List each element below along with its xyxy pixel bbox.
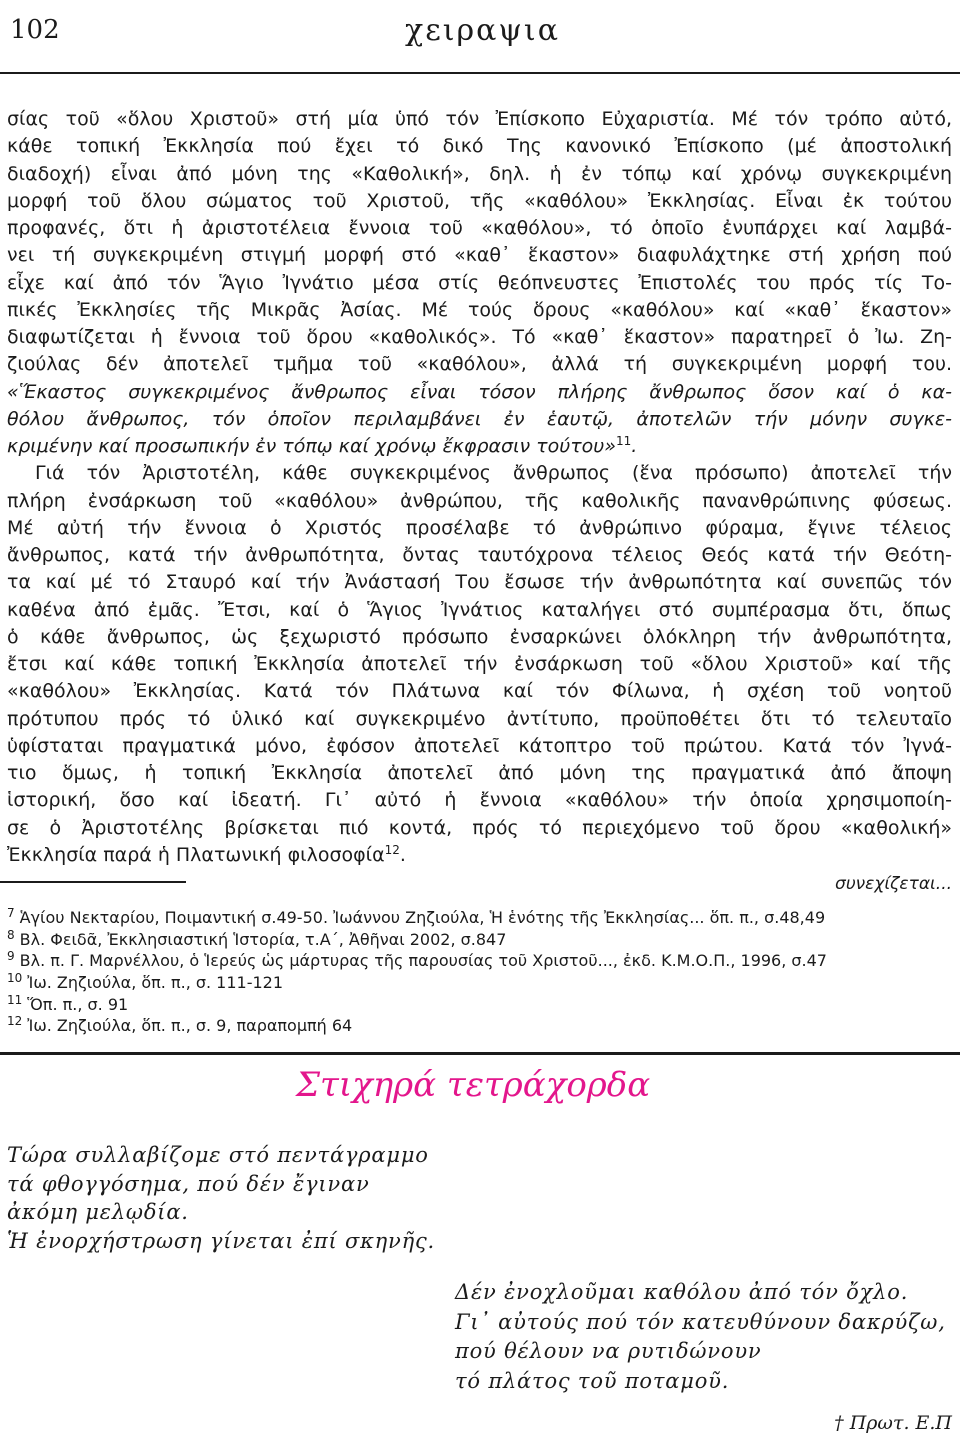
footnote-text: Ὅπ. π., σ. 91	[27, 994, 129, 1014]
body-line	[7, 842, 952, 869]
body-line: ὑφίσταται πραγματικά μόνο, ἐφόσον ἀποτελεῖ κάτοπτρο τοῦ πρώτου. Κατά τόν Ἰγνά-	[7, 734, 952, 757]
footnote-number: 11	[7, 992, 23, 1007]
poem-stanza-1	[7, 1141, 435, 1256]
footnote	[7, 907, 952, 929]
body-line: κάθε τοπική Ἐκκλησία πού ἔχει τό δικό Της κανονικό Ἐπίσκοπο (μέ ἀποστολική	[7, 135, 952, 158]
footnote-text: Βλ. Φειδᾶ, Ἐκκλησιαστική Ἱστορία, τ.Α΄, Ἀθῆναι 2002, σ.847	[19, 929, 507, 949]
verse-line: τά φθογγόσημα, πού δέν ἔγιναν	[7, 1171, 370, 1196]
body-line: διαφωτίζεται ἡ ἔννοια τοῦ ὅρου «καθολικός». Τό «καθ᾽ ἕκαστον» παρατηρεῖ ὁ Ἰω. Ζη-	[7, 326, 952, 348]
line-tail: .	[631, 435, 638, 457]
body-line: διαδοχή) εἶναι ἀπό μόνη της «Καθολική», δηλ. ἡ ἐν τόπῳ καί χρόνῳ συγκεκριμένη	[7, 162, 952, 185]
verse-line: Τώρα συλλαβίζομε στό πεντάγραμμο	[7, 1143, 429, 1167]
verse-line: Γι᾽ αὐτούς πού τόν κατευθύνουν δακρύζω,	[455, 1309, 946, 1334]
quote-text: κριμένην καί προσωπικήν ἐν τόπῳ καί χρόνῳ ἔκφρασιν τούτου»	[7, 435, 616, 457]
footnote-number: 7	[7, 906, 15, 920]
verse-line: πού θέλουν να ρυτιδώνουν	[455, 1339, 762, 1364]
body-line: πλήρη ἐνσάρκωση τοῦ «καθόλου» ἀνθρώπου, τῆς καθολικῆς πανανθρώπινης φύσεως.	[7, 489, 952, 512]
body-line: Γιά τόν Ἀριστοτέλη, κάθε συγκεκριμένος ἄνθρωπος (ἕνα πρόσωπο) ἀποτελεῖ τήν	[35, 462, 952, 485]
body-line: εἶχε καί ἀπό τόν Ἅγιο Ἰγνάτιο μέσα στίς θεόπνευστες Ἐπιστολές του πρός τίς Το-	[7, 271, 952, 294]
body-line: πικές Ἐκκλησίες τῆς Μικρᾶς Ἀσίας. Μέ τούς ὅρους «καθόλου» καί «καθ᾽ ἕκαστον»	[7, 298, 952, 321]
section-divider	[0, 1052, 960, 1055]
article-body	[7, 106, 952, 869]
footnote-text: Ἰω. Ζηζιούλα, ὅπ. π., σ. 9, παραπομπή 64	[27, 1016, 353, 1036]
verse-line: ἀκόμη μελῳδία.	[7, 1200, 189, 1225]
poem-title: Στιχηρά τετράχορδα	[296, 1065, 651, 1105]
body-line: νει τή συγκεκριμένη στιγμή μορφή στό «καθ᾽ ἕκαστον» διαφυλάχτηκε στή χρήση πού	[7, 244, 952, 267]
page-number: 102	[10, 15, 60, 45]
footnote-text: Βλ. π. Γ. Μαρνέλλου, ὁ Ἱερεύς ὡς μάρτυρας τῆς παρουσίας τοῦ Χριστοῦ..., ἐκδ. Κ.Μ.Ο.Π., 1996, σ.47	[19, 951, 827, 971]
body-line: ἱστορική, ὅσο καί ἰδεατή. Γι᾽ αὐτό ἡ ἔννοια «καθόλου» τήν ὁποία χρησιμοποίη-	[7, 789, 952, 812]
quote-line: θόλου ἄνθρωπος, τόν ὁποῖον περιλαμβάνει ἐν ἑαυτῷ, ἀποτελῶν τήν μόνην συγκε-	[7, 407, 952, 430]
footnote	[7, 972, 952, 994]
footnote	[7, 1015, 952, 1037]
poem-stanza-2	[455, 1278, 946, 1396]
body-line: Μέ αὐτή τήν ἔννοια ὁ Χριστός προσέλαβε τό ἀνθρώπινο φύραμα, ἔγινε τέλειος	[7, 516, 952, 539]
body-line: προφανές, ὅτι ἡ ἀριστοτέλεια ἔννοια τοῦ «καθόλου», τό ὁποῖο ἐνυπάρχει καί λαμβά-	[7, 217, 952, 239]
body-line: «καθόλου» Ἐκκλησίας. Κατά τόν Πλάτωνα καί τόν Φίλωνα, ἡ σχέση τοῦ νοητοῦ	[7, 680, 952, 703]
quote-line	[7, 433, 952, 460]
footnote-number: 12	[7, 1014, 23, 1029]
poem-signature: † Πρωτ. Ε.Π	[834, 1412, 952, 1434]
line-tail: .	[399, 843, 406, 866]
footnote-number: 10	[7, 971, 23, 986]
body-line: ζιούλας δέν ἀποτελεῖ τμῆμα τοῦ «καθόλου», ἀλλά τή συγκεκριμένη μορφή του.	[7, 353, 952, 376]
footnote-text: Ἰω. Ζηζιούλα, ὅπ. π., σ. 111-121	[27, 973, 284, 993]
body-line: σίας τοῦ «ὅλου Χριστοῦ» στή μία ὑπό τόν Ἐπίσκοπο Εὐχαριστία. Μέ τόν τρόπο αὐτό,	[7, 108, 952, 130]
footnote-ref: 11	[616, 434, 632, 448]
body-line: τιο ὅμως, ἡ τοπική Ἐκκλησία ἀποτελεῖ ἀπό μόνη της πραγματικά ἀπό ἄποψη	[7, 762, 952, 784]
footnote	[7, 929, 952, 951]
footnote	[7, 994, 952, 1016]
footnote-text: Ἁγίου Νεκταρίου, Ποιμαντική σ.49-50. Ἰωάννου Ζηζιούλα, Ἡ ἑνότης τῆς Ἐκκλησίας... ὅπ. π., σ.48,49	[19, 908, 826, 927]
verse-line: τό πλάτος τοῦ ποταμοῦ.	[455, 1368, 730, 1393]
body-line: μορφή τοῦ ὅλου σώματος τοῦ Χριστοῦ, τῆς «καθόλου» Ἐκκλησίας. Εἶναι ἐκ τούτου	[7, 189, 952, 212]
body-line: πρότυπου πρός τό ὑλικό καί συγκεκριμένο ἀντίτυπο, προϋποθέτει ὅτι τό τελευταῖο	[7, 707, 952, 730]
verse-line: Δέν ἐνοχλοῦμαι καθόλου ἀπό τόν ὄχλο.	[455, 1280, 909, 1304]
footnote	[7, 950, 952, 972]
body-line: καθένα ἀπό ἐμᾶς. Ἔτσι, καί ὁ Ἅγιος Ἰγνάτιος καταλήγει στό συμπέρασμα ὅτι, ὅπως	[7, 598, 952, 621]
footnotes	[7, 907, 952, 1037]
body-line: σε ὁ Ἀριστοτέλης βρίσκεται πιό κοντά, πρός τό περιεχόμενο τοῦ ὅρου «καθολική»	[7, 816, 952, 839]
body-line: τα καί μέ τό Σταυρό καί τήν Ἀνάστασή Του ἔσωσε τήν ἀνθρωπότητα καί συνεπῶς τόν	[7, 571, 952, 594]
header-rule	[0, 72, 960, 74]
verse-line: Ἡ ἐνορχήστρωση γίνεται ἐπί σκηνῆς.	[7, 1229, 436, 1254]
continued-note: συνεχίζεται...	[835, 874, 952, 894]
footnote-number: 8	[7, 927, 15, 942]
footnote-ref: 12	[384, 842, 400, 857]
journal-title: χειραψια	[405, 13, 560, 48]
body-text: Ἐκκλησία παρά ἡ Πλατωνική φιλοσοφία	[7, 843, 385, 866]
footnote-number: 9	[7, 949, 15, 964]
body-line: ὁ κάθε ἄνθρωπος, ὡς ξεχωριστό πρόσωπο ἐνσαρκώνει ὁλόκληρη τήν ἀνθρωπότητα,	[7, 625, 952, 648]
body-line: ἄνθρωπος, κατά τήν ἀνθρωπότητα, ὄντας ταυτόχρονα τέλειος Θεός κατά τήν Θεότη-	[7, 544, 952, 566]
body-line: ἔτσι καί κάθε τοπική Ἐκκλησία ἀποτελεῖ τήν ἐνσάρκωση τοῦ «ὅλου Χριστοῦ» καί τῆς	[7, 653, 952, 675]
quote-line: «Ἕκαστος συγκεκριμένος ἄνθρωπος εἶναι τόσον πλήρης ἄνθρωπος ὅσον καί ὁ κα-	[7, 380, 952, 403]
footnote-rule	[0, 881, 186, 883]
